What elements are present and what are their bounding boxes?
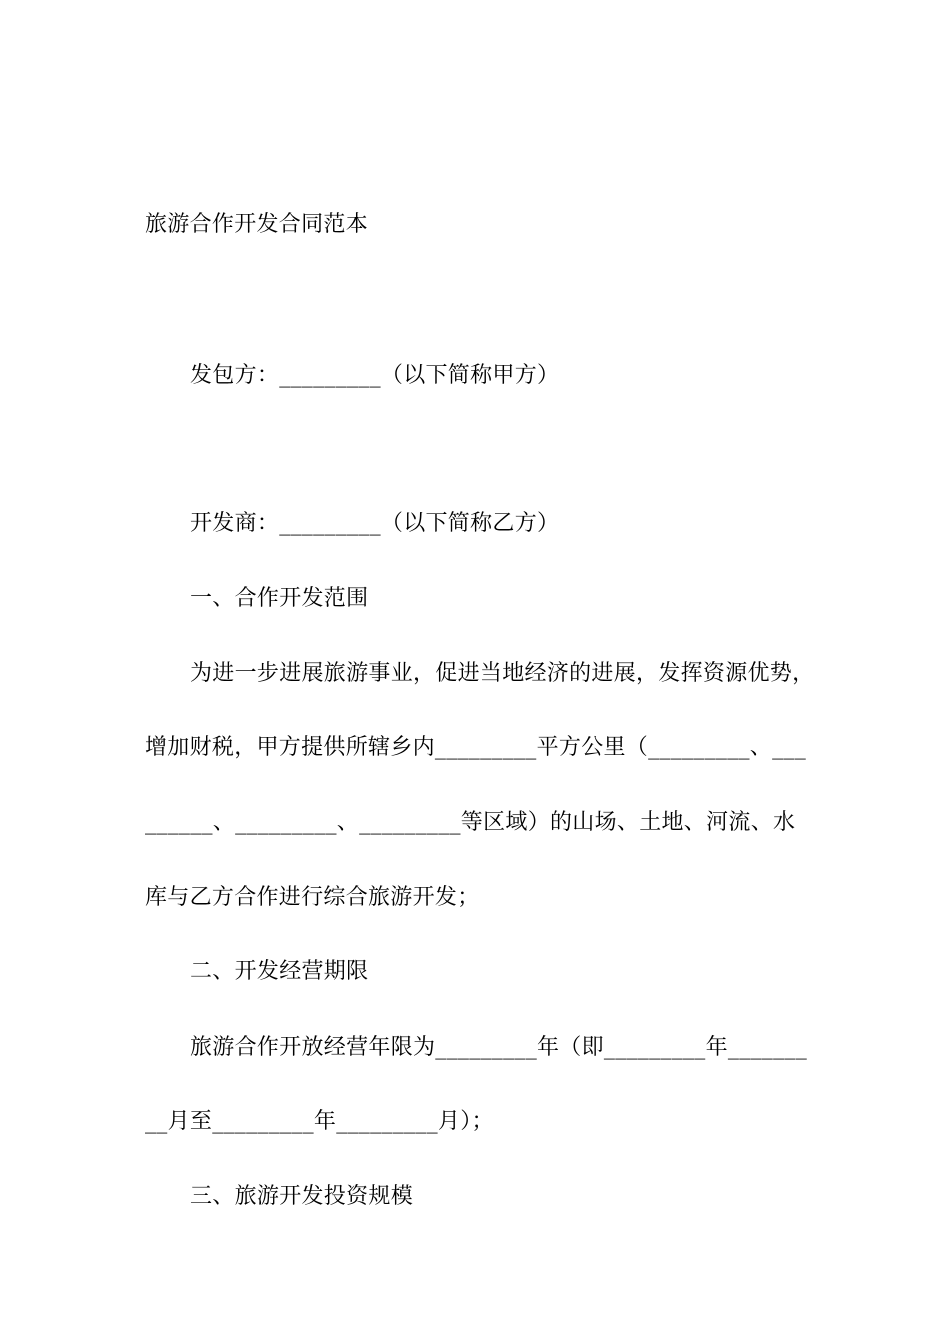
section2-paragraph-line: __月至_________年_________月）；	[145, 1109, 494, 1134]
section2-paragraph-line: 旅游合作开放经营年限为_________年（即_________年_______	[190, 1035, 808, 1060]
section3-heading: 三、旅游开发投资规模	[190, 1184, 414, 1209]
section1-paragraph-line: 增加财税，甲方提供所辖乡内_________平方公里（_________、___	[145, 735, 807, 760]
section1-heading: 一、合作开发范围	[190, 586, 369, 611]
section1-paragraph-line: ______、_________、_________等区域）的山场、土地、河流、水	[145, 810, 796, 835]
section1-paragraph-line: 为进一步进展旅游事业，促进当地经济的进展，发挥资源优势，	[190, 661, 815, 686]
section2-heading: 二、开发经营期限	[190, 959, 369, 984]
section1-paragraph-line: 库与乙方合作进行综合旅游开发；	[145, 885, 480, 910]
document-title: 旅游合作开发合同范本	[145, 212, 369, 237]
party-a-line: 发包方：_________（以下简称甲方）	[190, 363, 560, 388]
party-b-line: 开发商：_________（以下简称乙方）	[190, 511, 560, 536]
